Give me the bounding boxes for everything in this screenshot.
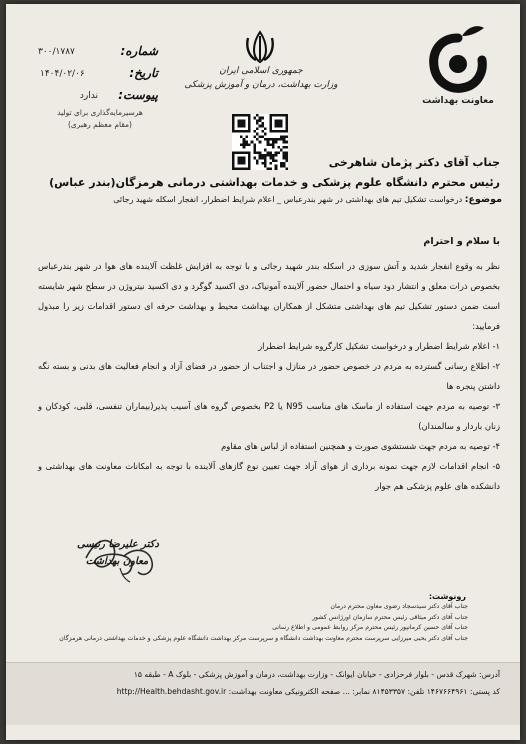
cc-item: جناب آقای دکتر یحیی میرزایی سرپرست محترم معاونت بهداشت دانشگاه و سرپرست مرکز بهداشت دانشگاه علوم پزشکی و خدمات بهداشتی درمانی هرمزگان bbox=[59, 634, 468, 642]
footer-address: آدرس: شهرک قدس - بلوار فرحزادی - خیابان ایوانک - وزارت بهداشت، درمان و آموزش پزشکی - بلوک A - طبقه ۱۵ bbox=[133, 670, 500, 679]
health-deputy-logo-icon bbox=[418, 18, 498, 98]
slogan-attribution: (مقام معظم رهبری) bbox=[68, 120, 132, 129]
letter-body bbox=[38, 256, 500, 496]
letter-page bbox=[6, 4, 520, 740]
cc-list bbox=[26, 602, 468, 644]
date-value: ۱۴۰۴/۰۲/۰۶ bbox=[40, 69, 85, 79]
slogan-line: هرسیرمایه‌گذاری برای تولید bbox=[57, 108, 143, 117]
logo-caption: معاونت بهداشت bbox=[422, 96, 494, 106]
addressee-name: جناب آقای دکتر پژمان شاهرخی bbox=[328, 156, 500, 169]
action-item: ۲- اطلاع رسانی گسترده به مردم در خصوص حضور در منازل و اجتناب از حضور در فضای آزاد و انجام فعالیت های بدنی و بسته نگه داشتن پنجره ها bbox=[38, 361, 500, 391]
cc-item: جناب آقای حسین کرمانپور رئیس محترم مرکز روابط عمومی و اطلاع رسانی bbox=[272, 624, 468, 632]
subject-line bbox=[36, 194, 502, 205]
footer-contact: کد پستی: ۱۴۶۷۶۶۴۹۶۱ تلفن: ۸۱۴۵۳۳۵۷ نمابر: ... صفحه الکترونیکی معاونت بهداشت: http://Health.behdasht.gov.ir bbox=[116, 687, 500, 696]
date-label: تاریخ: bbox=[129, 66, 158, 80]
ministry-name: وزارت بهداشت، درمان و آموزش پزشکی bbox=[184, 80, 338, 90]
intro-paragraph: نظر به وقوع انفجار شدید و آتش سوزی در اسکله بندر شهید رجائی و با توجه به افزایش غلظت آلاینده های هوا در شهر بندرعباس بخصوص ذرات معلق و انتشار دود سیاه و احتمال حضور آلاینده آمونیاک، دی اکسید گوگرد و دی اکسید نیتروژن در سطح شهر شایسته است ضمن دستور تشکیل تیم های بهداشتی متشکل از همکاران بهداشت محیط و بهداشت حرفه ای دستور اقدامات زیر را مبذول فرمایید: bbox=[38, 261, 500, 331]
cc-label: رونوشت: bbox=[428, 592, 466, 601]
number-label: شماره: bbox=[120, 44, 158, 58]
subject-text: درخواست تشکیل تیم های بهداشتی در شهر بندرعباس _ اعلام شرایط اضطرار، انفجار اسکله شهید رجائی bbox=[113, 195, 463, 204]
action-item: ۴- توصیه به مردم جهت شستشوی صورت و همچنین استفاده از لباس های مقاوم bbox=[221, 441, 500, 451]
greeting: با سلام و احترام bbox=[423, 236, 500, 247]
subject-label: موضوع: bbox=[464, 194, 502, 205]
addressee-title: رئیس محترم دانشگاه علوم پزشکی و خدمات بهداشتی درمانی هرمزگان(بندر عباس) bbox=[49, 176, 500, 189]
attachment-label: پیوست: bbox=[118, 88, 158, 102]
attachment-value: ندارد bbox=[79, 91, 98, 101]
cc-item: جناب آقای دکتر میثاقی رئیس محترم سازمان اورژانس کشور bbox=[312, 613, 468, 621]
signatory-name: دکتر علیرضا رئیسی bbox=[77, 539, 159, 550]
cc-item: جناب آقای دکتر سیدسجاد رضوی معاون محترم درمان bbox=[330, 603, 468, 610]
signatory-title: معاون بهداشت bbox=[85, 556, 149, 567]
action-item: ۳- توصیه به مردم جهت استفاده از ماسک های مناسب N95 یا P2 بخصوص گروه های آسیب پذیر(بیماران تنفسی، قلبی، کودکان و زنان باردار و سالمندان) bbox=[38, 401, 500, 431]
action-item: ۱- اعلام شرایط اضطرار و درخواست تشکیل کارگروه شرایط اضطرار bbox=[258, 341, 500, 351]
republic-name: جمهوری اسلامی ایران bbox=[219, 66, 303, 76]
iran-emblem-icon bbox=[242, 30, 278, 64]
number-value: ۳۰۰/۱۷۸۷ bbox=[38, 47, 75, 57]
action-item: ۵- انجام اقدامات لازم جهت نمونه برداری از هوای آزاد جهت تعیین نوع گازهای آلاینده با توجه به امکانات معاونت های بهداشتی و دانشکده های علوم پزشکی هم جوار bbox=[38, 461, 500, 491]
